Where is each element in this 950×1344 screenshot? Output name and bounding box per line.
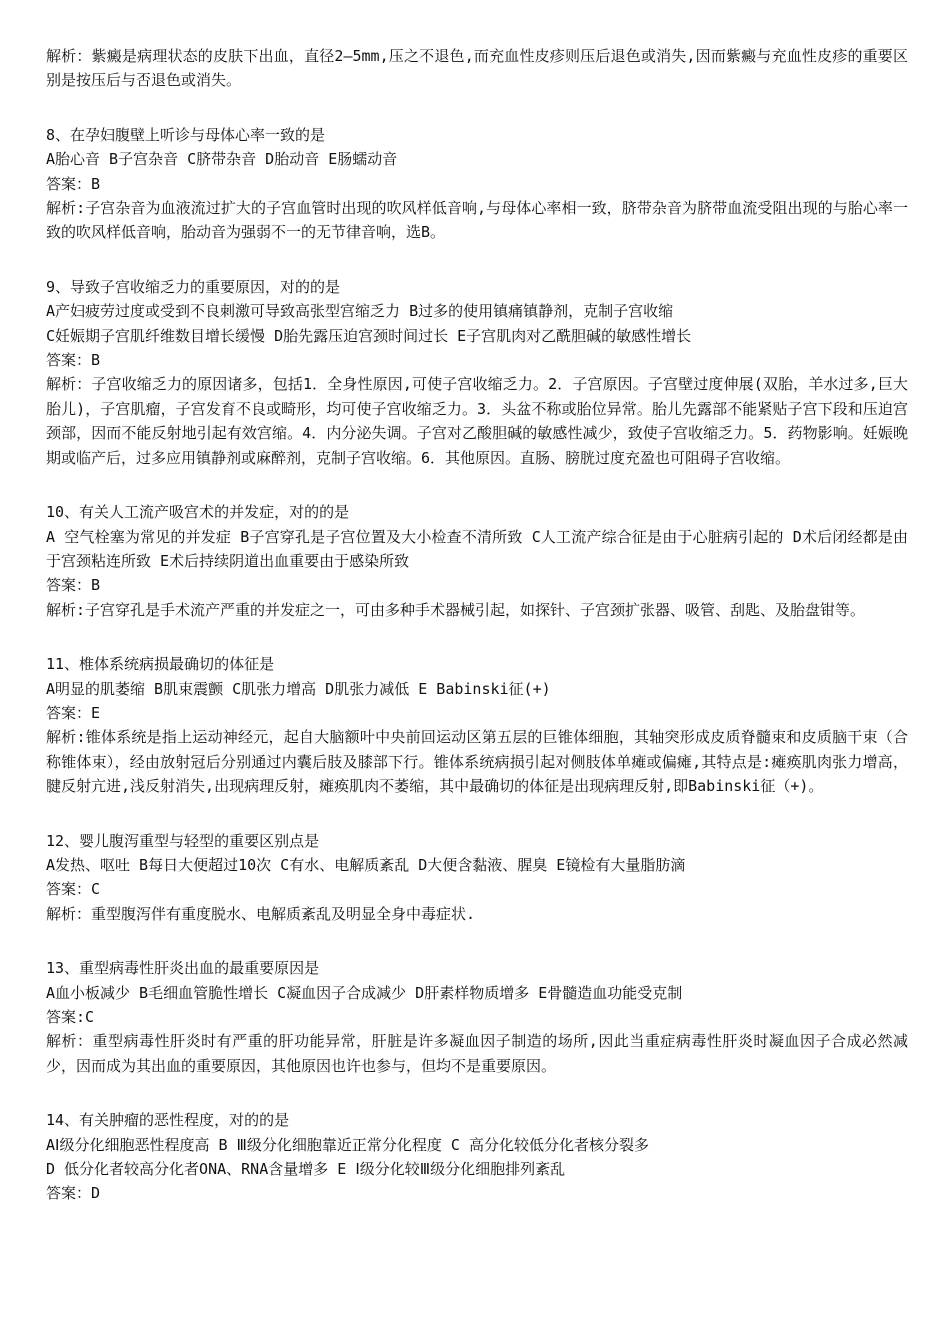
question-9	[46, 275, 908, 470]
question-options: AⅠ级分化细胞恶性程度高 B Ⅲ级分化细胞靠近正常分化程度 C 高分化较低分化者核分裂多	[46, 1135, 649, 1154]
answer-text: 答案：B	[46, 174, 101, 193]
question-title: 8、在孕妇腹壁上听诊与母体心率一致的是	[46, 125, 326, 144]
answer-text: 答案：E	[46, 703, 101, 722]
answer-text: 答案：D	[46, 1184, 101, 1203]
question-options: A发热、呕吐 B每日大便超过10次 C有水、电解质紊乱 D大便含黏液、腥臭 E镜检有大量脂肪滴	[46, 855, 686, 874]
question-options: C妊娠期子宫肌纤维数目增长缓慢 D胎先露压迫宫颈时间过长 E子宫肌肉对乙酰胆碱的敏感性增长	[46, 326, 692, 345]
question-options: A胎心音 B子宫杂音 C脐带杂音 D胎动音 E肠蠕动音	[46, 150, 398, 169]
question-title: 13、重型病毒性肝炎出血的最重要原因是	[46, 959, 320, 978]
question-title: 14、有关肿瘤的恶性程度，对的的是	[46, 1111, 290, 1130]
analysis-text: 解析：重型腹泻伴有重度脱水、电解质紊乱及明显全身中毒症状.	[46, 904, 476, 923]
question-options: A血小板减少 B毛细血管脆性增长 C凝血因子合成减少 D肝素样物质增多 E骨髓造血功能受克制	[46, 983, 683, 1002]
question-title: 11、椎体系统病损最确切的体征是	[46, 655, 275, 674]
question-12	[46, 829, 908, 927]
question-13	[46, 956, 908, 1078]
answer-text: 答案：C	[46, 880, 101, 899]
document-page	[46, 44, 908, 1206]
question-10	[46, 500, 908, 622]
question-title: 12、婴儿腹泻重型与轻型的重要区别点是	[46, 831, 320, 850]
question-8	[46, 123, 908, 245]
question-title: 9、导致子宫收缩乏力的重要原因，对的的是	[46, 277, 341, 296]
question-options: A产妇疲劳过度或受到不良刺激可导致高张型宫缩乏力 B过多的使用镇痛镇静剂，克制子宫收缩	[46, 302, 674, 321]
intro-block	[46, 44, 908, 93]
analysis-text: 解析：重型病毒性肝炎时有严重的肝功能异常，肝脏是许多凝血因子制造的场所,因此当重症病毒性肝炎时凝血因子合成必然减少，因而成为其出血的重要原因，其他原因也许也参与，但均不是重要原因。	[46, 1032, 908, 1075]
analysis-text: 解析：子宫收缩乏力的原因诸多，包括1．全身性原因,可使子宫收缩乏力。2．子宫原因。子宫壁过度伸展(双胎，羊水过多,巨大胎儿)，子宫肌瘤，子宫发育不良或畸形，均可使子宫收缩乏力。3．头盆不称或胎位异常。胎儿先露部不能紧贴子宫下段和压迫宫颈部，因而不能反射地引起有效宫缩。4．内分泌失调。子宫对乙酸胆碱的敏感性减少，致使子宫收缩乏力。5．药物影响。妊娠晚期或临产后，过多应用镇静剂或麻醉剂，克制子宫收缩。6．其他原因。直肠、膀胱过度充盈也可阻碍子宫收缩。	[46, 375, 908, 467]
answer-text: 答案：B	[46, 351, 101, 370]
question-options: A 空气栓塞为常见的并发症 B子宫穿孔是子宫位置及大小检查不清所致 C人工流产综合征是由于心脏病引起的 D术后闭经都是由于宫颈粘连所致 E术后持续阴道出血重要由于感染所致	[46, 527, 908, 570]
analysis-text: 解析:子宫杂音为血液流过扩大的子宫血管时出现的吹风样低音响,与母体心率相一致，脐带杂音为脐带血流受阻出现的与胎心率一致的吹风样低音响，胎动音为强弱不一的无节律音响，选B。	[46, 199, 908, 242]
answer-text: 答案:C	[46, 1008, 95, 1026]
question-14	[46, 1108, 908, 1206]
question-title: 10、有关人工流产吸宫术的并发症，对的的是	[46, 503, 350, 522]
answer-text: 答案：B	[46, 576, 101, 595]
analysis-text: 解析:子宫穿孔是手术流产严重的并发症之一，可由多种手术器械引起，如探针、子宫颈扩张器、吸管、刮匙、及胎盘钳等。	[46, 600, 866, 619]
analysis-text: 解析：紫癜是病理状态的皮肤下出血，直径2—5mm,压之不退色,而充血性皮疹则压后退色或消失,因而紫癜与充血性皮疹的重要区别是按压后与否退色或消失。	[46, 47, 908, 90]
analysis-text: 解析:锥体系统是指上运动神经元，起自大脑额叶中央前回运动区第五层的巨锥体细胞，其轴突形成皮质脊髓束和皮质脑干束（合称锥体束），经由放射冠后分别通过内囊后肢及膝部下行。锥体系统病损引起对侧肢体单瘫或偏瘫,其特点是:瘫痪肌肉张力增高，腱反射亢进,浅反射消失,出现病理反射，瘫痪肌肉不萎缩，其中最确切的体征是出现病理反射,即Babinski征（+)。	[46, 728, 908, 796]
question-11	[46, 652, 908, 798]
question-options: A明显的肌萎缩 B肌束震颤 C肌张力增高 D肌张力减低 E Babinski征(+)	[46, 679, 551, 698]
question-options: D 低分化者较高分化者ONA、RNA含量增多 E Ⅰ级分化较Ⅲ级分化细胞排列紊乱	[46, 1160, 566, 1179]
